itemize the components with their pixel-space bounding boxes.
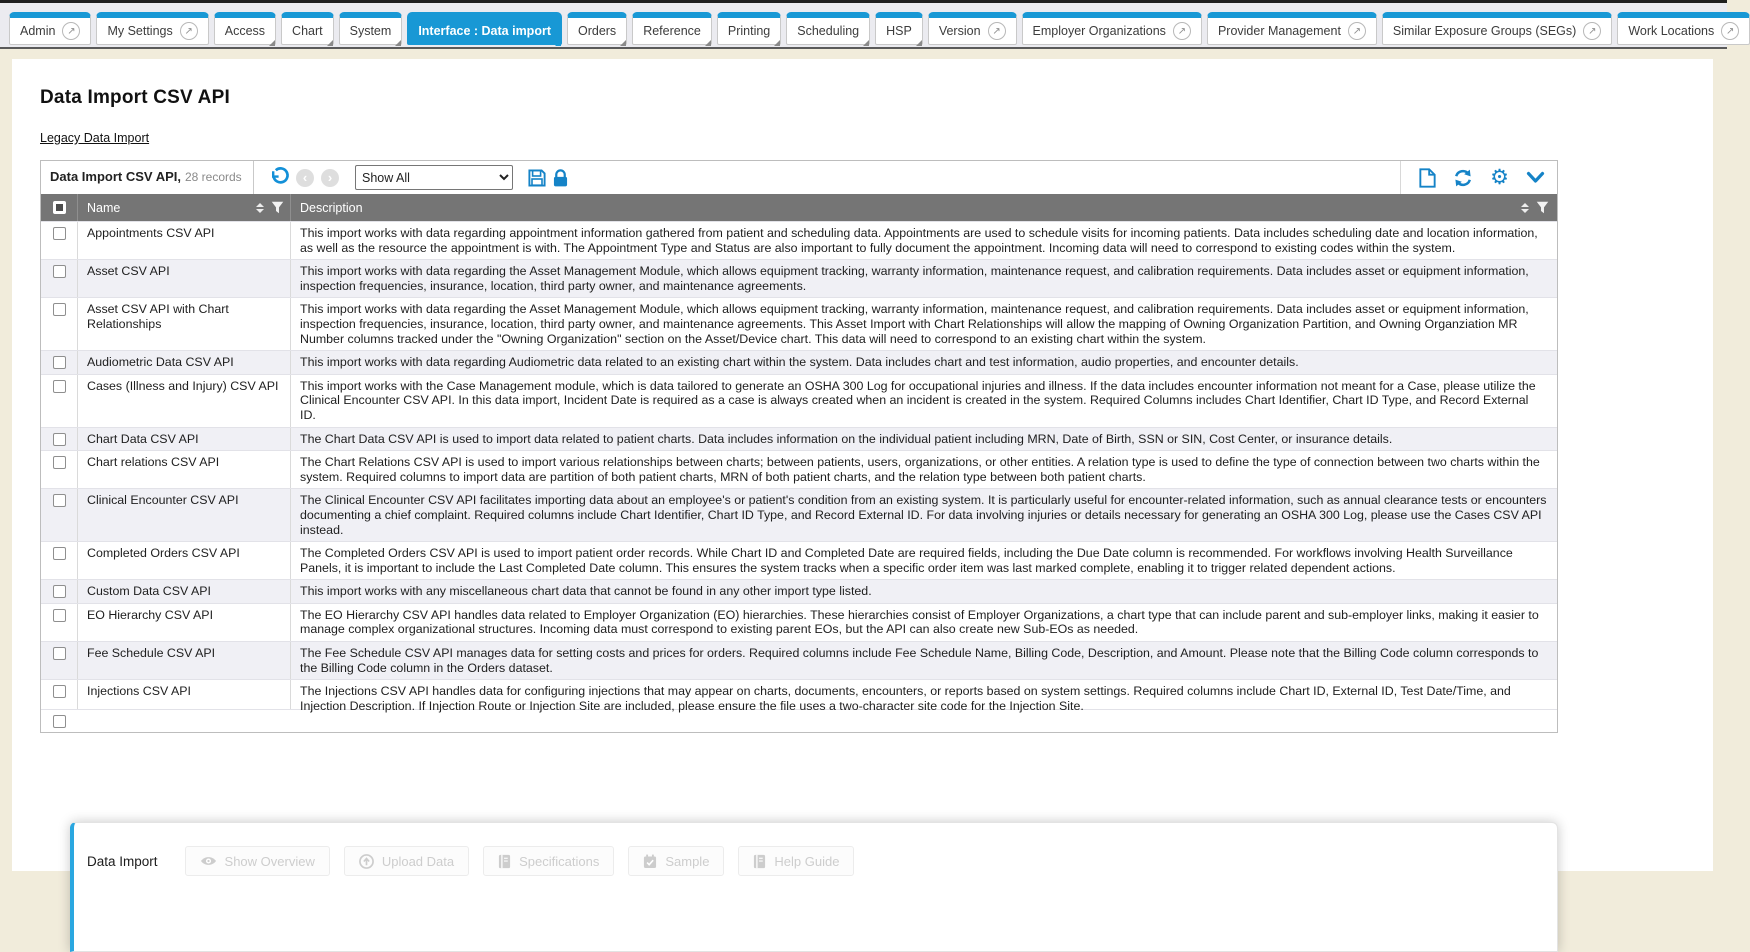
row-checkbox-cell xyxy=(41,542,78,579)
row-description: The Clinical Encounter CSV API facilitates importing data about an employee's or patient's condition from an existing system. It is particularly useful for encounter-related information, such as annual clearance tests or encounters documenting a chief complaint. Required columns include Chart Identifier, Chart ID Type, and Record External ID. For data involving injuries or details necessary for generating an OSHA 300 Log, please use the Cases CSV API instead. xyxy=(300,493,1547,537)
previous-record-icon[interactable]: ‹ xyxy=(296,169,314,187)
top-tab-bar xyxy=(0,0,1735,49)
table-row[interactable] xyxy=(41,427,1557,451)
column-label: Description xyxy=(300,200,363,215)
tab-label: Reference xyxy=(643,24,701,38)
select-all-checkbox[interactable] xyxy=(53,201,66,214)
row-name: Injections CSV API xyxy=(78,680,291,709)
row-checkbox-cell xyxy=(41,222,78,259)
page-title: Data Import CSV API xyxy=(40,87,230,108)
book-icon xyxy=(498,854,511,869)
table-row[interactable] xyxy=(41,641,1557,679)
button-label: Show Overview xyxy=(224,853,315,869)
row-name: Clinical Encounter CSV API xyxy=(78,489,291,541)
tab-label: Work Locations xyxy=(1628,24,1715,38)
tab-fold-icon xyxy=(395,40,401,46)
specifications-button[interactable] xyxy=(483,846,614,876)
tab-orders[interactable] xyxy=(567,12,627,45)
tab-system[interactable] xyxy=(339,12,403,45)
row-checkbox-cell xyxy=(41,375,78,427)
show-overview-button[interactable] xyxy=(185,846,330,876)
tab-label: Employer Organizations xyxy=(1032,24,1166,38)
row-checkbox[interactable] xyxy=(53,547,66,560)
save-icon[interactable] xyxy=(528,169,546,187)
table-row[interactable] xyxy=(41,488,1557,541)
row-name: Fee Schedule CSV API xyxy=(78,642,291,679)
tab-scheduling[interactable] xyxy=(786,12,870,45)
upload-data-button[interactable] xyxy=(344,846,469,876)
row-checkbox[interactable] xyxy=(53,609,66,622)
row-checkbox[interactable] xyxy=(53,685,66,698)
tab-similar-exposure-groups[interactable] xyxy=(1382,12,1612,45)
tab-fold-icon xyxy=(774,40,780,46)
record-detail-panel xyxy=(70,822,1558,952)
row-checkbox[interactable] xyxy=(53,715,66,728)
external-link-icon[interactable]: ↗ xyxy=(62,22,80,40)
row-description: The Injections CSV API handles data for configuring injections that may appear on charts, documents, encounters, or reports based on system settings. Required columns include Chart ID, External ID, Test Date/Time, and Injection Description. If Injection Route or Injection Site are included, please ensure the file uses a two-character site code for the Injection Site. xyxy=(300,684,1511,713)
row-checkbox[interactable] xyxy=(53,456,66,469)
tab-label: HSP xyxy=(886,24,912,38)
row-name: Cases (Illness and Injury) CSV API xyxy=(78,375,291,427)
external-link-icon[interactable]: ↗ xyxy=(180,22,198,40)
row-checkbox[interactable] xyxy=(53,380,66,393)
row-description: This import works with data regarding appointment information gathered from patient and scheduling data. Appointments are used to schedule visits for incoming patients. Data includes scheduling date and location information, as well as the resource the appointment is with. The Appointment Type and Status are also important to fully document the appointment. Incoming data will need to correspond to existing codes within the system. xyxy=(300,226,1538,255)
help-guide-button[interactable] xyxy=(738,846,854,876)
row-name: Asset CSV API with Chart Relationships xyxy=(78,298,291,350)
button-label: Specifications xyxy=(519,853,600,869)
row-name: Asset CSV API xyxy=(78,260,291,297)
row-checkbox[interactable] xyxy=(53,265,66,278)
filter-icon[interactable] xyxy=(1536,201,1549,214)
row-checkbox[interactable] xyxy=(53,494,66,507)
column-header-description[interactable] xyxy=(291,194,1557,221)
select-all-cell xyxy=(41,194,78,221)
table-row[interactable] xyxy=(41,603,1557,641)
row-checkbox-cell xyxy=(41,489,78,541)
detail-tab-data-import[interactable]: Data Import xyxy=(87,853,158,869)
record-count: 28 records xyxy=(184,170,242,184)
sort-icon[interactable] xyxy=(1521,203,1529,213)
row-name: Completed Orders CSV API xyxy=(78,542,291,579)
toolbar-icons xyxy=(268,161,1557,194)
tab-employer-organizations[interactable] xyxy=(1022,12,1202,45)
row-checkbox-cell xyxy=(41,580,78,603)
button-label: Sample xyxy=(665,853,710,869)
tab-version[interactable] xyxy=(928,12,1017,45)
collapse-chevron-icon[interactable] xyxy=(1526,171,1545,184)
external-link-icon[interactable]: ↗ xyxy=(1173,22,1191,40)
column-header-name[interactable] xyxy=(78,194,291,221)
tab-fold-icon xyxy=(269,40,275,46)
tab-fold-icon xyxy=(916,40,922,46)
row-checkbox[interactable] xyxy=(53,227,66,240)
eye-icon xyxy=(200,855,217,867)
detail-buttons xyxy=(185,846,855,876)
row-name: EO Hierarchy CSV API xyxy=(78,604,291,641)
tab-label: Similar Exposure Groups (SEGs) xyxy=(1392,24,1577,38)
row-description: This import works with data regarding Audiometric data related to an existing chart within the system. Data includes chart and test information, audio properties, and encounter details. xyxy=(300,355,1299,370)
row-checkbox[interactable] xyxy=(53,647,66,660)
tab-chart[interactable] xyxy=(281,12,334,45)
tab-interface-data-import[interactable] xyxy=(407,12,562,45)
table-row[interactable] xyxy=(41,297,1557,350)
tab-label: Access xyxy=(224,24,266,38)
row-name: Appointments CSV API xyxy=(78,222,291,259)
tab-label: Printing xyxy=(727,24,771,38)
row-checkbox-cell xyxy=(41,351,78,374)
button-label: Upload Data xyxy=(381,853,455,869)
row-description: This import works with any miscellaneous chart data that cannot be found in any other import type listed. xyxy=(300,584,872,599)
row-checkbox-cell xyxy=(41,428,78,451)
legacy-data-import-link[interactable]: Legacy Data Import xyxy=(40,131,150,145)
row-checkbox[interactable] xyxy=(53,303,66,316)
filter-select[interactable] xyxy=(355,165,513,190)
row-description: The EO Hierarchy CSV API handles data related to Employer Organization (EO) hierarchies. These hierarchies consist of Employer Organizations, a chart type that can include parent and sub-employer links, making it easier to manage complex organizational structures. Incoming data must correspond to existing parent EOs, but the API can also create new Sub-EOs as needed. xyxy=(300,607,1539,637)
row-checkbox[interactable] xyxy=(53,433,66,446)
refresh-icon[interactable] xyxy=(1453,169,1473,187)
sort-icon[interactable] xyxy=(256,203,264,213)
table-row[interactable] xyxy=(41,579,1557,603)
external-link-icon[interactable]: ↗ xyxy=(1348,22,1366,40)
grid-title-cell xyxy=(41,161,254,194)
sample-calendar-icon xyxy=(643,854,657,869)
row-name: Chart Data CSV API xyxy=(78,428,291,451)
external-link-icon[interactable]: ↗ xyxy=(1721,22,1739,40)
tab-my-settings[interactable] xyxy=(96,12,208,45)
row-description: The Chart Data CSV API is used to import data related to patient charts. Data includes information on the individual patient including MRN, Date of Birth, SSN or SIN, Cost Center, or insurance details. xyxy=(300,431,1393,446)
row-name: Custom Data CSV API xyxy=(78,580,291,603)
tab-label: System xyxy=(349,24,392,38)
grid-title: Data Import CSV API, xyxy=(50,169,181,184)
upload-icon xyxy=(359,854,374,869)
tab-fold-icon xyxy=(705,40,711,46)
row-checkbox-cell xyxy=(41,298,78,350)
row-description: The Completed Orders CSV API is used to import patient order records. While Chart ID and Completed Date are required fields, including the Due Date column is recommended. For workflows involving Health Surveillance Panels, it is important to include the Last Completed Date column. This ensures the system tracks when a specific order item was last marked complete, enabling it to trigger related dependent actions. xyxy=(300,546,1513,575)
tab-printing[interactable] xyxy=(717,12,781,45)
tab-hsp[interactable] xyxy=(875,12,923,45)
sample-button[interactable] xyxy=(628,846,724,876)
table-row[interactable] xyxy=(41,450,1557,488)
row-checkbox-cell xyxy=(41,710,78,732)
row-checkbox-cell xyxy=(41,451,78,488)
tab-fold-icon xyxy=(327,40,333,46)
external-link-icon[interactable]: ↗ xyxy=(988,22,1006,40)
row-description: The Fee Schedule CSV API manages data for setting costs and prices for orders. Required columns include Fee Schedule Name, Billing Code, Description, and Amount. Please note that the Billing Code column corresponds to the Billing Code column in the Orders dataset. xyxy=(300,646,1539,675)
row-name: Chart relations CSV API xyxy=(78,451,291,488)
table-row[interactable] xyxy=(41,374,1557,427)
button-label: Help Guide xyxy=(774,853,840,869)
next-record-icon[interactable]: › xyxy=(321,169,339,187)
tab-provider-management[interactable] xyxy=(1207,12,1377,45)
lock-icon[interactable] xyxy=(553,169,568,187)
tab-label: Version xyxy=(938,24,981,38)
row-checkbox-cell xyxy=(41,642,78,679)
new-record-icon[interactable] xyxy=(1419,168,1436,188)
row-checkbox[interactable] xyxy=(53,585,66,598)
row-checkbox[interactable] xyxy=(53,356,66,369)
table-row[interactable] xyxy=(41,221,1557,259)
filter-icon[interactable] xyxy=(271,201,284,214)
data-grid xyxy=(40,160,1558,733)
tab-label: Admin xyxy=(20,24,56,38)
tab-reference[interactable] xyxy=(632,12,712,45)
external-link-icon[interactable]: ↗ xyxy=(1583,22,1601,40)
column-label: Name xyxy=(87,200,121,215)
table-row[interactable] xyxy=(41,679,1557,713)
table-row[interactable] xyxy=(41,541,1557,579)
tab-access[interactable] xyxy=(214,12,276,45)
book-icon xyxy=(753,854,766,869)
tab-label: Orders xyxy=(577,24,617,38)
row-description: The Chart Relations CSV API is used to import various relationships between charts; between patients, users, organizations, or other entities. A relation type is used to define the type of connection between two charts within the system. Required columns to import data are partition of both patient charts, MRN of both patient charts, and the relation type between both patient charts. xyxy=(300,455,1540,484)
row-name xyxy=(78,710,291,732)
tab-fold-icon xyxy=(555,40,561,46)
grid-toolbar xyxy=(41,161,1557,194)
table-row[interactable] xyxy=(41,350,1557,374)
table-row-empty[interactable] xyxy=(41,709,1557,732)
settings-gear-icon[interactable]: ⚙ xyxy=(1490,165,1509,189)
row-description: This import works with data regarding the Asset Management Module, which allows equipment tracking, warranty information, maintenance request, and calibration requirements. Data includes asset or equipment information, inspection frequencies, insurance, location, third party owner, and maintenance agreements. xyxy=(300,264,1529,293)
tab-fold-icon xyxy=(620,40,626,46)
table-row[interactable] xyxy=(41,259,1557,297)
tab-label: Chart xyxy=(292,24,323,38)
row-description: This import works with the Case Management module, which is data tailored to generate an OSHA 300 Log for occupational injuries and illness. If the data includes encounter information not meant for a Case, please utilize the Clinical Encounter CSV API. In this data import, Incident Date is required as a case is always created when an incident is created in the system. Required Columns includes Chart Identifier, Chart ID Type, and Record External ID. xyxy=(300,378,1536,422)
tab-fold-icon xyxy=(863,40,869,46)
row-description xyxy=(291,710,1557,732)
row-checkbox-cell xyxy=(41,680,78,709)
row-checkbox-cell xyxy=(41,260,78,297)
tab-label: My Settings xyxy=(107,24,173,38)
tab-label: Provider Management xyxy=(1217,24,1341,38)
row-description: This import works with data regarding the Asset Management Module, which allows equipment tracking, warranty information, maintenance request, and calibration requirements. Data includes asset or equipment information, inspection frequencies, insurance, location, third party owner, and maintenance agreements. This Asset Import with Chart Relationships will allow the mapping of Owning Organization Partition, and Owning Organziation MR Number columns tracked under the "Owning Organization" section on the Asset/Device chart. This data will need to correspond to an existing chart within the system. xyxy=(300,302,1529,346)
tab-label: Scheduling xyxy=(797,24,860,38)
table-header xyxy=(41,194,1557,221)
grid-action-icons xyxy=(1400,161,1557,194)
row-checkbox-cell xyxy=(41,604,78,641)
undo-icon[interactable] xyxy=(268,168,289,187)
page-background xyxy=(0,49,1727,871)
content-card xyxy=(12,59,1713,871)
tab-work-locations[interactable] xyxy=(1617,12,1750,45)
row-name: Audiometric Data CSV API xyxy=(78,351,291,374)
tab-label: Interface : Data import xyxy=(418,24,551,38)
tab-admin[interactable] xyxy=(9,12,91,45)
